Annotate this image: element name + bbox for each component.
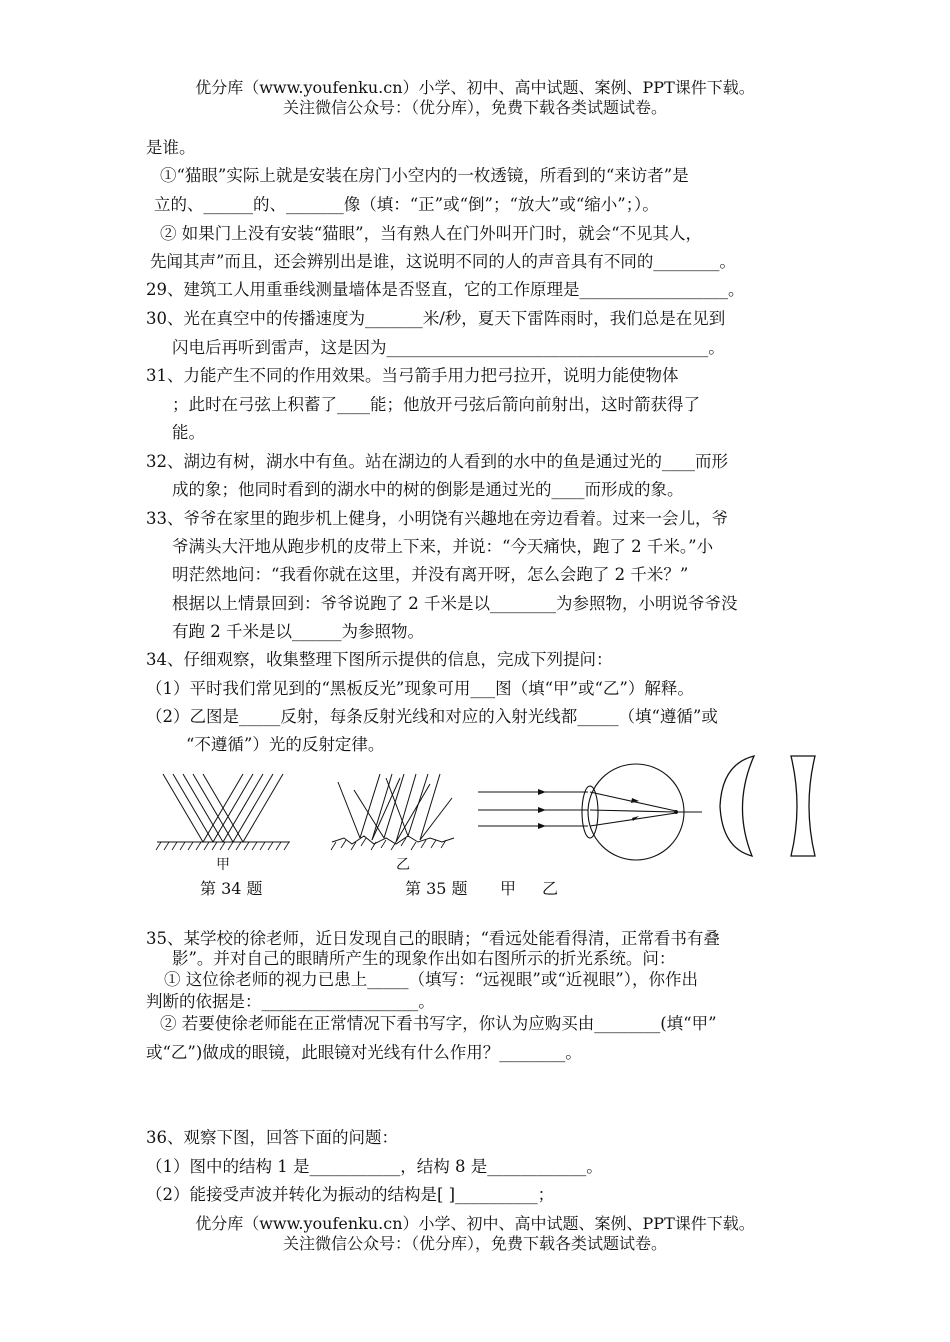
question-34-part-2: （2）乙图是_____反射，每条反射光线和对应的入射光线都_____（填“遵循”或 [146,707,718,726]
question-36-part-2: （2）能接受声波并转化为振动的结构是[ ]__________； [146,1185,555,1204]
question-34-part-1: （1）平时我们常见到的“黑板反光”现象可用___图（填“甲”或“乙”）解释。 [146,679,694,698]
text-line: 影”。并对自己的眼睛所产生的现象作出如右图所示的折光系统。问： [172,949,676,968]
header-line-1: 优分库（www.youfenku.cn）小学、初中、高中试题、案例、PPT课件下载。 [195,78,755,97]
question-33: 33、爷爷在家里的跑步机上健身，小明饶有兴趣地在旁边看着。过来一会儿，爷 [146,509,728,528]
text-line: “不遵循”）光的反射定律。 [186,735,385,754]
question-35-part-1: ① 这位徐老师的视力已患上_____（填写：“远视眼”或“近视眼”），你作出 [164,970,698,989]
specular-reflection-figure [155,768,295,858]
lens-yi-figure [785,752,830,860]
question-34: 34、仔细观察，收集整理下图所示提供的信息，完成下列提问： [146,650,613,669]
header-line-2: 关注微信公众号：（优分库），免费下载各类试题试卷。 [282,98,667,117]
question-36: 36、观察下图，回答下面的问题： [146,1128,398,1147]
caption-fig-35-jia: 甲 [500,879,517,898]
eye-refraction-figure [476,764,706,864]
text-line: ② 如果门上没有安装“猫眼”，当有熟人在门外叫开门时，就会“不见其人， [160,224,703,243]
text-line: ；此时在弓弦上积蓄了____能；他放开弓弦后箭向前射出，这时箭获得了 [172,395,700,414]
footer-line-1: 优分库（www.youfenku.cn）小学、初中、高中试题、案例、PPT课件下载。 [195,1214,755,1233]
question-35-part-2: ② 若要使徐老师能在正常情况下看书写字，你认为应购买由________(填“甲” [160,1014,717,1033]
caption-fig-34: 第 34 题 [200,879,263,898]
text-line: ①“猫眼”实际上就是安装在房门小空内的一枚透镜，所看到的“来访者”是 [160,166,689,185]
text-line: 是谁。 [146,138,196,157]
text-line: 先闻其声”而且，还会辨别出是谁，这说明不同的人的声音具有不同的________。 [150,252,736,271]
question-29: 29、建筑工人用重垂线测量墙体是否竖直，它的工作原理是__________________。 [146,280,745,299]
text-line: 或“乙”)做成的眼镜，此眼镜对光线有什么作用？________。 [146,1043,582,1062]
lens-jia-figure [718,752,763,860]
text-line: 判断的依据是：___________________。 [146,992,435,1011]
question-36-part-1: （1）图中的结构 1 是___________，结构 8 是____________。 [146,1157,603,1176]
caption-fig-35-yi: 乙 [542,879,559,898]
text-line: 爷满头大汗地从跑步机的皮带上下来，并说：“今天痛快，跑了 2 千米。”小 [172,537,714,556]
text-line: 根据以上情景回到：爷爷说跑了 2 千米是以________为参照物，小明说爷爷没 [172,594,738,613]
text-line: 明茫然地问：“我看你就在这里，并没有离开呀，怎么会跑了 2 千米？” [172,565,689,584]
question-35: 35、某学校的徐老师，近日发现自己的眼睛；“看远处能看得清，正常看书有叠 [146,929,720,948]
text-line: 立的、______的、_______像（填：“正”或“倒”；“放大”或“缩小”；）。 [154,195,659,214]
caption-fig-35: 第 35 题 [405,879,468,898]
text-line: 能。 [172,423,205,442]
question-31: 31、力能产生不同的作用效果。当弓箭手用力把弓拉开，说明力能使物体 [146,366,679,385]
text-line: 闪电后再听到雷声，这是因为_______________________________________。 [172,338,725,357]
question-32: 32、湖边有树，湖水中有鱼。站在湖边的人看到的水中的鱼是通过光的____而形 [146,452,728,471]
footer-line-2: 关注微信公众号：（优分库），免费下载各类试题试卷。 [282,1234,667,1253]
text-line: 有跑 2 千米是以______为参照物。 [172,622,424,641]
text-line: 成的象；他同时看到的湖水中的树的倒影是通过光的____而形成的象。 [172,480,684,499]
label-yi: 乙 [396,857,410,873]
label-jia: 甲 [216,857,230,873]
question-30: 30、光在真空中的传播速度为_______米/秒，夏天下雷阵雨时，我们总是在见到 [146,309,726,328]
diffuse-reflection-figure [330,768,460,858]
